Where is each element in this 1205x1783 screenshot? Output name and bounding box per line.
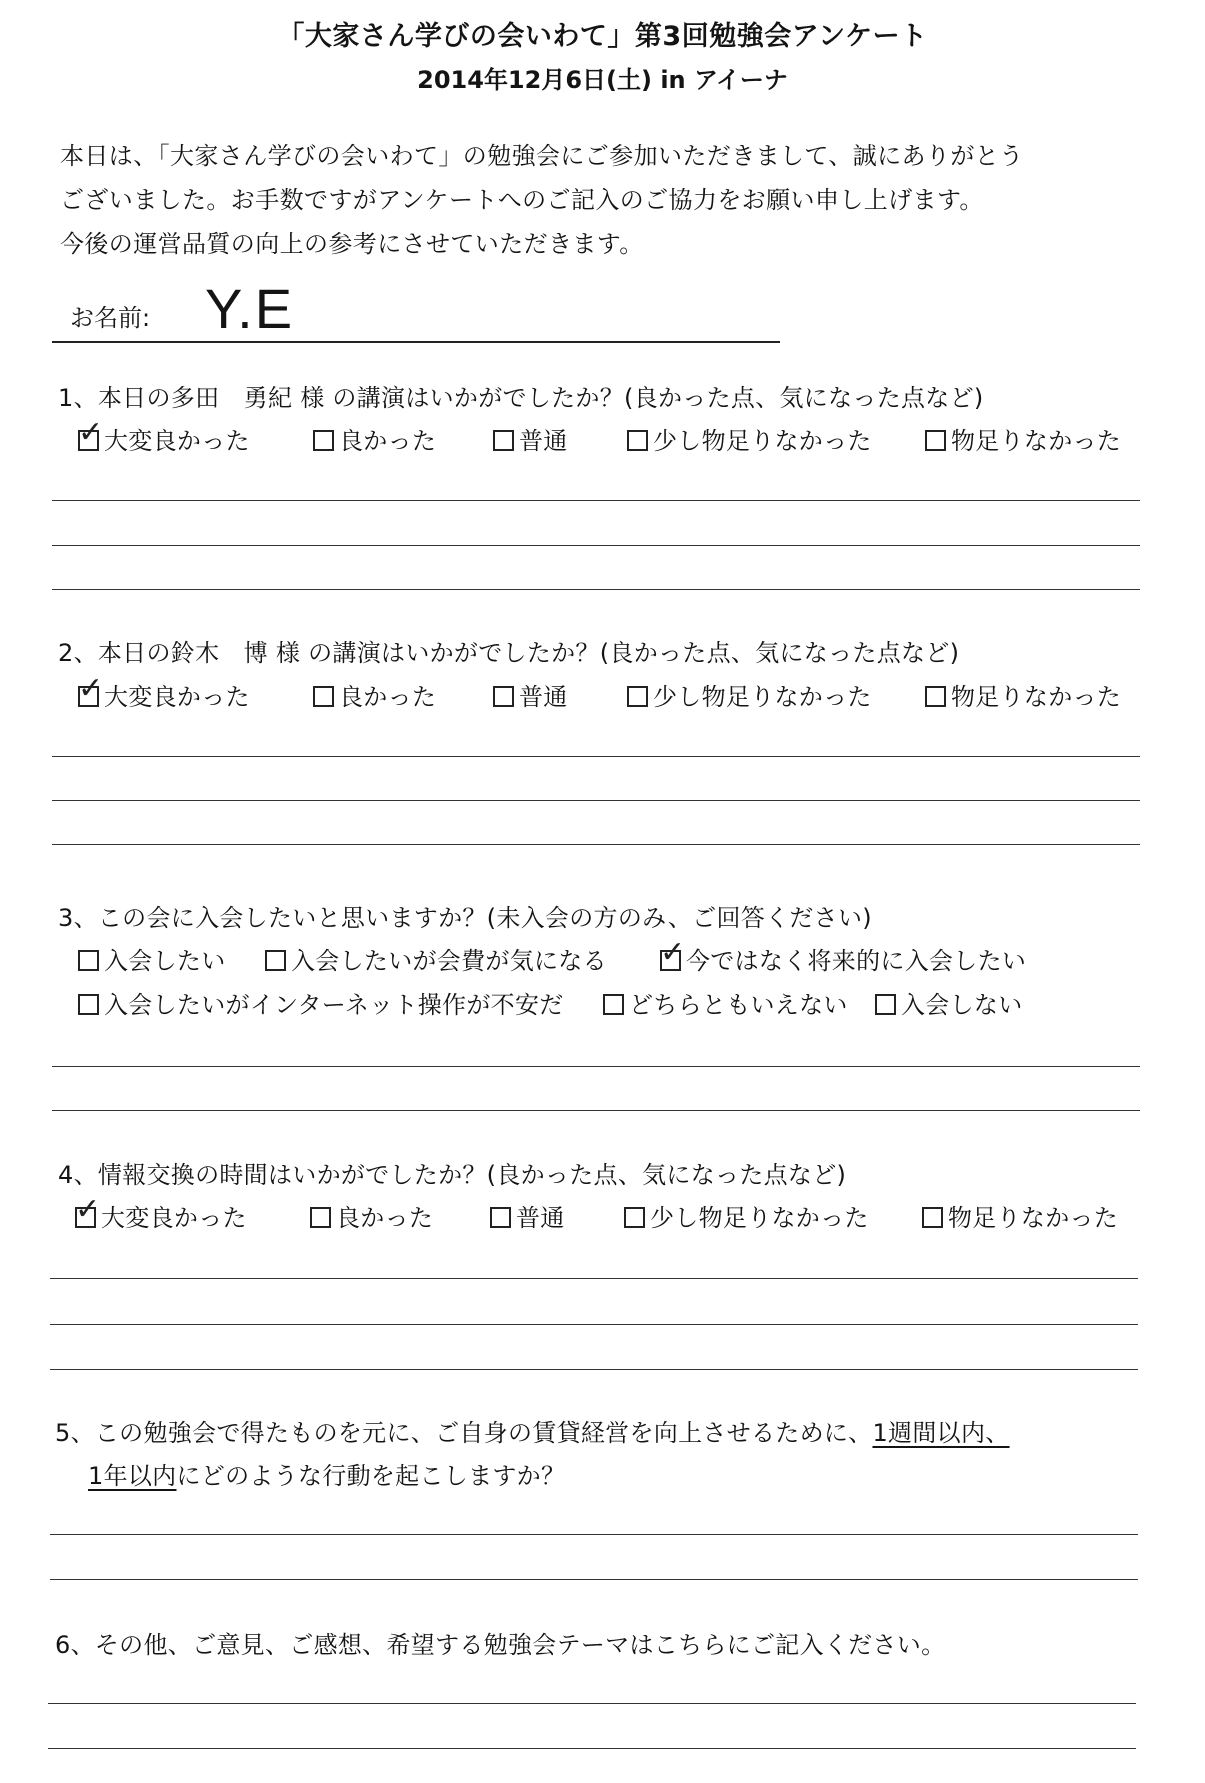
q1-option-good[interactable]: [313, 421, 436, 456]
question-3: 3、この会に入会したいと思いますか？(未入会の方のみ、ご回答ください): [58, 904, 872, 932]
q1-answer-line-3[interactable]: [52, 589, 1140, 590]
question-2: 2、本日の鈴木 博 様 の講演はいかがでしたか？(良かった点、気になった点など): [58, 639, 960, 667]
q6-answer-line-2[interactable]: [48, 1748, 1136, 1749]
option-label: 普通: [516, 1204, 565, 1232]
option-label: 今ではなく将来的に入会したい: [686, 947, 1027, 975]
q5-answer-line-1[interactable]: [50, 1534, 1138, 1535]
name-field[interactable]: Y.E: [205, 277, 295, 340]
option-label: 大変良かった: [101, 1204, 247, 1232]
q2-answer-line-1[interactable]: [52, 756, 1140, 757]
question-5-one-year: 1年以内: [88, 1462, 177, 1490]
option-label: 大変良かった: [104, 427, 250, 455]
q3-option-join-internet-concern[interactable]: [78, 985, 564, 1020]
intro-line-2: ございました。お手数ですがアンケートへのご記入のご協力をお願い申し上げます。: [60, 186, 984, 214]
question-5-one-week: 1週間以内、: [872, 1419, 1010, 1447]
check-mark-icon: ✓: [78, 671, 104, 706]
question-6: 6、その他、ご意見、ご感想、希望する勉強会テーマはこちらにご記入ください。: [55, 1631, 946, 1659]
q1-option-slightly-lacking[interactable]: [627, 421, 872, 456]
q1-answer-line-1[interactable]: [52, 500, 1140, 501]
check-mark-icon: ✓: [660, 935, 686, 970]
option-label: 良かった: [339, 683, 437, 711]
checkbox[interactable]: [624, 1207, 645, 1228]
q2-option-average[interactable]: [493, 677, 568, 712]
checkbox[interactable]: [627, 430, 648, 451]
checkbox[interactable]: [875, 994, 896, 1015]
checkbox[interactable]: [603, 994, 624, 1015]
q4-answer-line-1[interactable]: [50, 1278, 1138, 1279]
checkbox[interactable]: [75, 1192, 101, 1228]
q3-option-not-join[interactable]: [875, 985, 1023, 1020]
question-5: [55, 1413, 1010, 1448]
question-5-text-end: にどのような行動を起こしますか？: [176, 1462, 566, 1490]
q4-option-very-good[interactable]: [75, 1192, 247, 1233]
option-label: 普通: [519, 427, 568, 455]
option-label: 入会したいが会費が気になる: [291, 947, 607, 975]
q3-answer-line-1[interactable]: [52, 1066, 1140, 1067]
option-label: 物足りなかった: [951, 427, 1122, 455]
q4-answer-line-3[interactable]: [50, 1369, 1138, 1370]
survey-title: 「大家さん学びの会いわて」第3回勉強会アンケート: [277, 21, 928, 52]
checkbox[interactable]: [310, 1207, 331, 1228]
name-underline: [52, 341, 780, 343]
checkbox[interactable]: [78, 950, 99, 971]
question-1: 1、本日の多田 勇紀 様 の講演はいかがでしたか？(良かった点、気になった点など): [58, 384, 984, 412]
q1-option-average[interactable]: [493, 421, 568, 456]
checkbox[interactable]: [78, 415, 104, 451]
checkbox[interactable]: [660, 935, 686, 971]
option-label: 少し物足りなかった: [653, 427, 872, 455]
q4-option-good[interactable]: [310, 1198, 433, 1233]
checkbox[interactable]: [922, 1207, 943, 1228]
q1-option-lacking[interactable]: [925, 421, 1121, 456]
option-label: 物足りなかった: [951, 683, 1122, 711]
checkbox[interactable]: [925, 686, 946, 707]
option-label: 少し物足りなかった: [653, 683, 872, 711]
question-5-cont: [88, 1456, 565, 1491]
option-label: 大変良かった: [104, 683, 250, 711]
question-5-text: 5、この勉強会で得たものを元に、ご自身の賃貸経営を向上させるために、: [55, 1419, 873, 1447]
q1-answer-line-2[interactable]: [52, 545, 1140, 546]
q2-option-very-good[interactable]: [78, 671, 250, 712]
check-mark-icon: ✓: [75, 1192, 101, 1227]
checkbox[interactable]: [78, 671, 104, 707]
q4-option-average[interactable]: [490, 1198, 565, 1233]
intro-line-3: 今後の運営品質の向上の参考にさせていただきます。: [60, 230, 644, 258]
checkbox[interactable]: [313, 686, 334, 707]
option-label: 普通: [519, 683, 568, 711]
q2-answer-line-2[interactable]: [52, 800, 1140, 801]
option-label: 少し物足りなかった: [650, 1204, 869, 1232]
q2-option-slightly-lacking[interactable]: [627, 677, 872, 712]
q2-option-lacking[interactable]: [925, 677, 1121, 712]
option-label: 物足りなかった: [948, 1204, 1119, 1232]
intro-line-1: 本日は、「大家さん学びの会いわて」の勉強会にご参加いただきまして、誠にありがとう: [60, 142, 1024, 170]
checkbox[interactable]: [78, 994, 99, 1015]
check-mark-icon: ✓: [78, 415, 104, 450]
q4-option-lacking[interactable]: [922, 1198, 1118, 1233]
checkbox[interactable]: [493, 686, 514, 707]
option-label: 良かった: [339, 427, 437, 455]
checkbox[interactable]: [313, 430, 334, 451]
option-label: 入会したいがインターネット操作が不安だ: [104, 991, 564, 1019]
q3-option-undecided[interactable]: [603, 985, 848, 1020]
q4-answer-line-2[interactable]: [50, 1324, 1138, 1325]
checkbox[interactable]: [925, 430, 946, 451]
option-label: 入会しない: [901, 991, 1023, 1019]
q2-answer-line-3[interactable]: [52, 844, 1140, 845]
name-label: お名前:: [70, 304, 151, 332]
q5-answer-line-2[interactable]: [50, 1579, 1138, 1580]
survey-date-venue: 2014年12月6日(土) in アイーナ: [417, 66, 788, 94]
checkbox[interactable]: [627, 686, 648, 707]
q3-option-join[interactable]: [78, 941, 226, 976]
question-4: 4、情報交換の時間はいかがでしたか？(良かった点、気になった点など): [58, 1161, 847, 1189]
q3-option-join-future[interactable]: [660, 935, 1027, 976]
q6-answer-line-1[interactable]: [48, 1703, 1136, 1704]
option-label: 良かった: [336, 1204, 434, 1232]
option-label: 入会したい: [104, 947, 226, 975]
q4-option-slightly-lacking[interactable]: [624, 1198, 869, 1233]
checkbox[interactable]: [493, 430, 514, 451]
checkbox[interactable]: [265, 950, 286, 971]
q3-option-join-fee-concern[interactable]: [265, 941, 607, 976]
q3-answer-line-2[interactable]: [52, 1110, 1140, 1111]
q1-option-very-good[interactable]: [78, 415, 250, 456]
q2-option-good[interactable]: [313, 677, 436, 712]
option-label: どちらともいえない: [629, 991, 848, 1019]
checkbox[interactable]: [490, 1207, 511, 1228]
